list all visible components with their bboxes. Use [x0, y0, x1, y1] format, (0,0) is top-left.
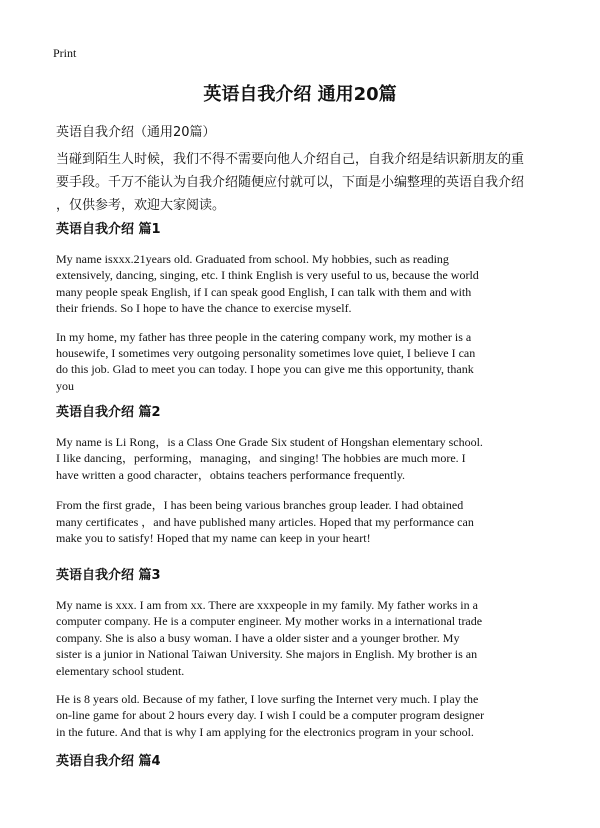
- text-line: housewife, I sometimes very outgoing personality sometimes love quiet, I believe I can: [56, 346, 476, 361]
- text-line: He is 8 years old. Because of my father, I love surfing the Internet very much. I play the: [56, 692, 479, 707]
- text-line: many certificates ，and have published many articles. Hoped that my performance can: [56, 514, 474, 529]
- intro-line: 要手段。千万不能认为自我介绍随便应付就可以，下面是小编整理的英语自我介绍: [56, 175, 525, 190]
- text-line: do this job. Glad to meet you can today. I hope you can give me this opportunity, thank: [56, 362, 474, 377]
- intro-line: 当碰到陌生人时候，我们不得不需要向他人介绍自己，自我介绍是结识新朋友的重: [56, 152, 525, 167]
- text-line: have written a good character，obtains teachers performance frequently.: [56, 467, 406, 482]
- paragraph: [56, 497, 556, 546]
- paragraph: [56, 329, 556, 395]
- paragraph: [56, 597, 556, 679]
- text-line: on-line game for about 2 hours every day. I wish I could be a computer program designer: [56, 708, 485, 723]
- text-line: My name is Li Rong，is a Class One Grade Six student of Hongshan elementary school.: [56, 435, 483, 449]
- text-line: My name isxxx.21years old. Graduated from school. My hobbies, such as reading: [56, 252, 449, 266]
- text-line: extensively, dancing, singing, etc. I think English is very useful to us, because the world: [56, 268, 479, 283]
- section-2: [56, 401, 556, 546]
- print-link[interactable]: Print: [53, 46, 77, 60]
- text-line: sister is a junior in National Taiwan University. She majors in English. My brother is an: [56, 647, 478, 662]
- section-heading: 英语自我介绍 篇1: [56, 222, 161, 237]
- text-line: In my home, my father has three people in the catering company work, my mother is a: [56, 329, 472, 344]
- intro-line: ，仅供参考，欢迎大家阅读。: [56, 198, 226, 213]
- section-4: [56, 750, 556, 783]
- text-line: I like dancing，performing，managing，and singing! The hobbies are much more. I: [56, 451, 466, 466]
- text-line: their friends. So I hope to have the chance to exercise myself.: [56, 301, 352, 316]
- document-subtitle: 英语自我介绍（通用20篇）: [56, 125, 216, 140]
- section-heading: 英语自我介绍 篇4: [56, 754, 161, 769]
- text-line: in the future. And that is why I am applying for the electronics program in your school.: [56, 724, 474, 739]
- section-heading: 英语自我介绍 篇3: [56, 568, 161, 583]
- text-line: many people speak English, if I can speak good English, I can talk with them and with: [56, 284, 472, 299]
- document-title: 英语自我介绍 通用20篇: [203, 84, 397, 105]
- text-line: From the first grade，I has been being various branches group leader. I had obtained: [56, 498, 464, 513]
- text-line: company. She is also a busy woman. I have a older sister and a younger brother. My: [56, 630, 460, 645]
- paragraph: [56, 691, 556, 740]
- section-1: [56, 218, 556, 394]
- text-line: make you to satisfy! Hoped that my name can keep in your heart!: [56, 531, 371, 546]
- section-heading: 英语自我介绍 篇2: [56, 405, 161, 420]
- text-line: computer company. He is a computer engineer. My mother works in a international trade: [56, 614, 483, 629]
- text-line: elementary school student.: [56, 663, 185, 678]
- text-line: My name is xxx. I am from xx. There are xxxpeople in my family. My father works in a: [56, 598, 478, 612]
- paragraph: [56, 251, 556, 317]
- paragraph: [56, 434, 556, 483]
- text-line: you: [56, 378, 74, 393]
- intro-paragraph: [56, 148, 552, 217]
- section-3: [56, 564, 556, 740]
